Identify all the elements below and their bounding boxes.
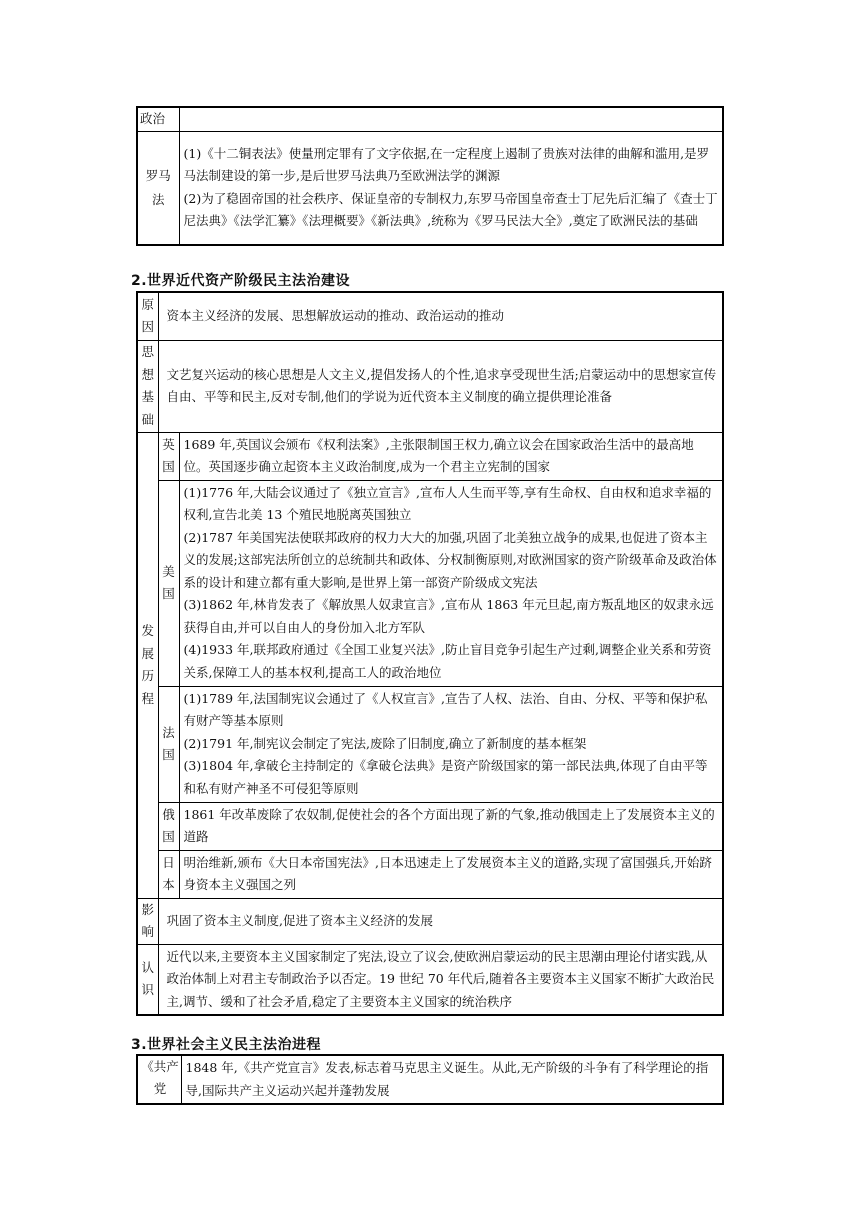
country-label-russia: 俄国 — [158, 802, 179, 850]
thought-content: 文艺复兴运动的核心思想是人文主义,提倡发扬人的个性,追求享受现世生活;启蒙运动中的思想家宣传自由、平等和民主,反对专制,他们的学说为近代资本主义制度的确立提供理论准备 — [158, 340, 723, 432]
paragraph: (3)1804 年,拿破仑主持制定的《拿破仑法典》是资产阶级国家的第一部民法典,体现了自由平等和私有财产神圣不可侵犯等原则 — [183, 758, 708, 796]
row-label-roman-law — [137, 131, 179, 245]
paragraph: (2)1787 年美国宪法使联邦政府的权力大大的加强,巩固了北美独立战争的成果,也促进了资本主义的发展;这部宪法所创立的总统制共和政体、分权制衡原则,对欧洲国家的资产阶级革命及政治体系的设计和建立都有重大影响,是世界上第一部资产阶级成文宪法 — [183, 529, 717, 590]
impact-content: 巩固了资本主义制度,促进了资本主义经济的发展 — [158, 898, 723, 944]
country-content-japan: 明治维新,颁布《大日本帝国宪法》,日本迅速走上了发展资本主义的道路,实现了富国强兵,开始跻身资本主义强国之列 — [179, 850, 723, 898]
row-label-politics: 政治 — [137, 107, 179, 131]
row-label-cognition: 认识 — [137, 944, 158, 1015]
country-content-britain: 1689 年,英国议会颁布《权利法案》,主张限制国王权力,确立议会在国家政治生活中的最高地位。英国逐步确立起资本主义政治制度,成为一个君主立宪制的国家 — [179, 432, 723, 480]
paragraph: (2)1791 年,制宪议会制定了宪法,废除了旧制度,确立了新制度的基本框架 — [183, 735, 587, 751]
country-content-russia: 1861 年改革废除了农奴制,促使社会的各个方面出现了新的气象,推动俄国走上了发展资本主义的道路 — [179, 802, 723, 850]
country-label-france: 法国 — [158, 686, 179, 802]
section-2-title: 2.世界近代资产阶级民主法治建设 — [131, 273, 351, 289]
reason-content: 资本主义经济的发展、思想解放运动的推动、政治运动的推动 — [158, 292, 723, 340]
row-label-reason: 原因 — [137, 292, 158, 340]
country-label-japan: 日本 — [158, 850, 179, 898]
paragraph: (1)1776 年,大陆会议通过了《独立宣言》,宣布人人生而平等,享有生命权、自由权和追求幸福的权利,宣告北美 13 个殖民地脱离英国独立 — [183, 484, 712, 523]
row-content-politics — [179, 107, 723, 131]
table-row — [137, 480, 723, 686]
table-row — [137, 1055, 723, 1104]
socialist-democracy-table — [136, 1054, 724, 1105]
table-row — [137, 107, 723, 131]
table-row — [137, 898, 723, 944]
paragraph: (2)为了稳固帝国的社会秩序、保证皇帝的专制权力,东罗马帝国皇帝查士丁尼先后汇编了《查士丁尼法典》《法学汇纂》《法理概要》《新法典》,统称为《罗马民法大全》,奠定了欧洲民法的基础 — [183, 190, 718, 229]
country-label-britain: 英国 — [158, 432, 179, 480]
paragraph: (1)《十二铜表法》使量刑定罪有了文字依据,在一定程度上遏制了贵族对法律的曲解和滥用,是罗马法制建设的第一步,是后世罗马法典乃至欧洲法学的渊源 — [183, 145, 710, 184]
table-row — [137, 944, 723, 1015]
cognition-content: 近代以来,主要资本主义国家制定了宪法,设立了议会,使欧洲启蒙运动的民主思潮由理论付诸实践,从政治体制上对君主专制政治予以否定。19 世纪 70 年代后,随着各主要资本主义国家不断扩大政治民主,调节、缓和了社会矛盾,稳定了主要资本主义国家的统治秩序 — [158, 944, 723, 1015]
country-content-france — [179, 686, 723, 802]
communist-content: 1848 年,《共产党宣言》发表,标志着马克思主义诞生。从此,无产阶级的斗争有了科学理论的指导,国际共产主义运动兴起并蓬勃发展 — [181, 1055, 723, 1104]
row-label-thought: 思想基础 — [137, 340, 158, 432]
table-row — [137, 432, 723, 480]
row-label-communist: 《共产党 — [137, 1055, 181, 1104]
row-content-roman-law — [179, 131, 723, 245]
country-content-usa — [179, 480, 723, 686]
section-3-title: 3.世界社会主义民主法治进程 — [131, 1037, 322, 1053]
ancient-law-table — [136, 106, 724, 246]
modern-democracy-table — [136, 291, 724, 1016]
row-label-impact: 影响 — [137, 898, 158, 944]
table-row — [137, 850, 723, 898]
table-row — [137, 131, 723, 245]
table-row — [137, 340, 723, 432]
table-row — [137, 686, 723, 802]
paragraph: (4)1933 年,联邦政府通过《全国工业复兴法》,防止盲目竞争引起生产过剩,调整企业关系和劳资关系,保障工人的基本权利,提高工人的政治地位 — [183, 642, 712, 680]
paragraph: (1)1789 年,法国制宪议会通过了《人权宣言》,宣告了人权、法治、自由、分权、平等和保护私有财产等基本原则 — [183, 690, 708, 729]
roman-law-label: 罗马法 — [145, 167, 171, 207]
paragraph: (3)1862 年,林肯发表了《解放黑人奴隶宣言》,宣布从 1863 年元旦起,南方叛乱地区的奴隶永远获得自由,并可以自由人的身份加入北方军队 — [183, 597, 714, 635]
table-row — [137, 292, 723, 340]
country-label-usa: 美国 — [158, 480, 179, 686]
row-label-development: 发展历程 — [137, 432, 158, 898]
table-row — [137, 802, 723, 850]
